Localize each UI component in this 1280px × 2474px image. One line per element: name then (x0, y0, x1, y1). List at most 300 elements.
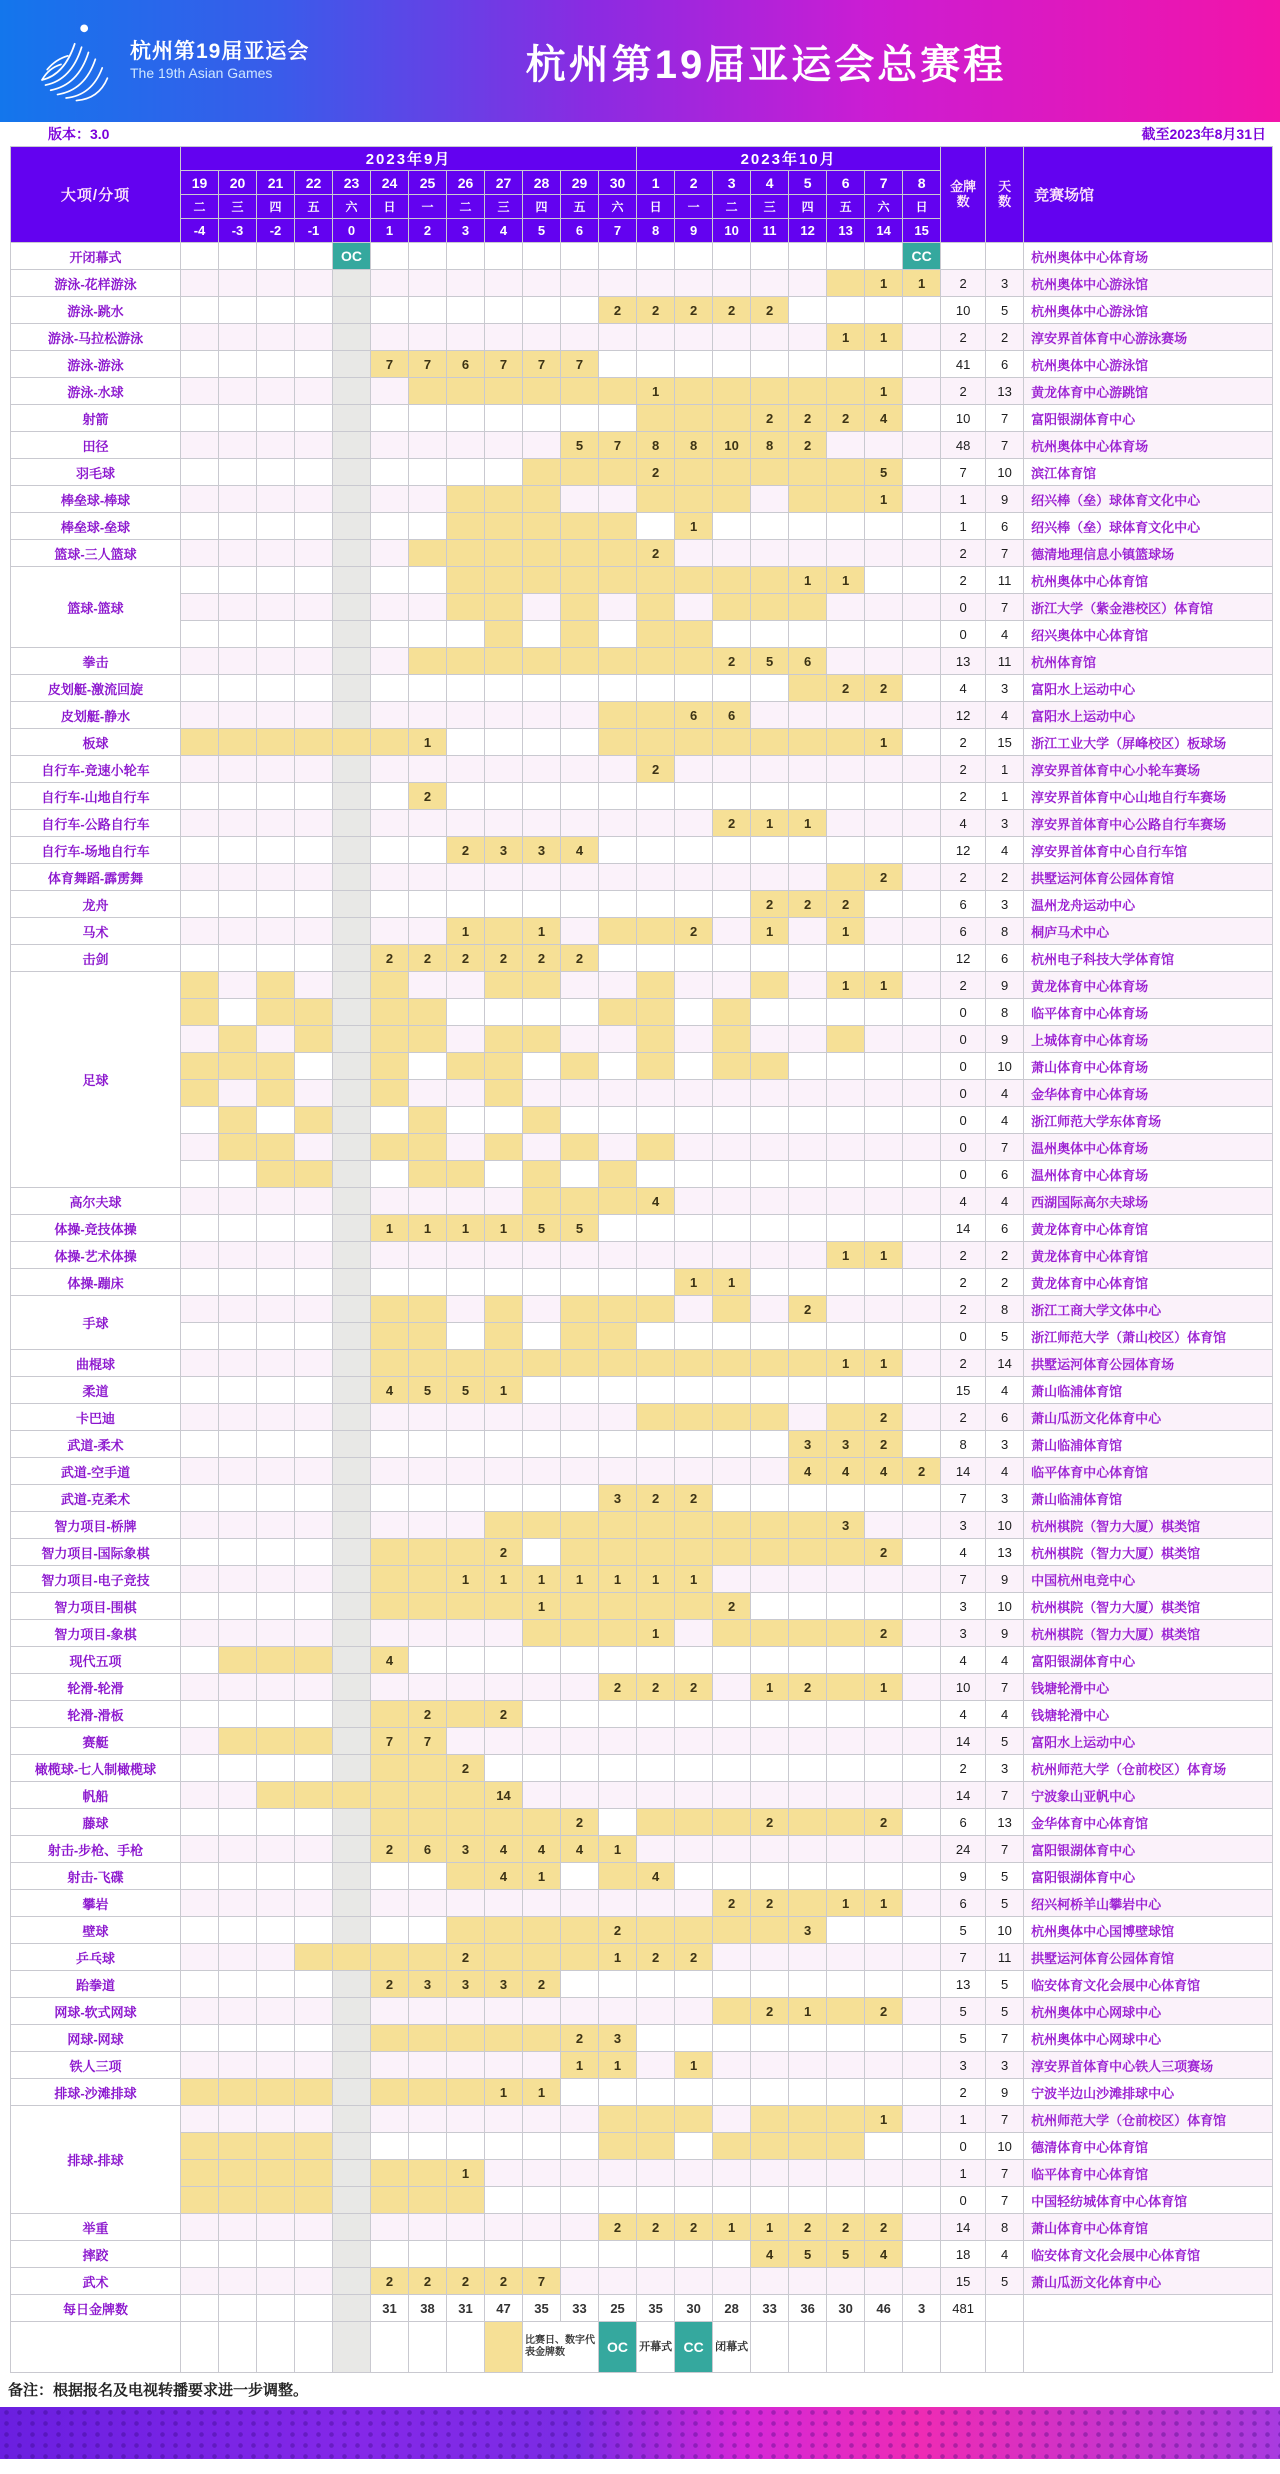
day-cell (903, 1890, 941, 1917)
day-cell (295, 1863, 333, 1890)
day-cell (295, 648, 333, 675)
medal-day-cell: 1 (561, 1566, 599, 1593)
day-cell (181, 702, 219, 729)
day-cell (865, 1512, 903, 1539)
competition-day-cell (599, 1188, 637, 1215)
logo-title-cn: 杭州第19届亚运会 (130, 40, 310, 64)
day-cell (485, 702, 523, 729)
day-cell (827, 2052, 865, 2079)
day-cell (409, 1458, 447, 1485)
day-cell (485, 1107, 523, 1134)
medal-day-cell: 1 (827, 918, 865, 945)
day-cell (827, 1566, 865, 1593)
date-header: 24 (371, 171, 409, 195)
day-cell (751, 2187, 789, 2214)
day-cell (447, 2133, 485, 2160)
medal-day-cell: 5 (751, 648, 789, 675)
competition-day-cell (409, 1350, 447, 1377)
venue-cell: 萧山体育中心体育场 (1024, 1053, 1273, 1080)
competition-day-cell (523, 459, 561, 486)
day-cell (675, 810, 713, 837)
day-cell (561, 2268, 599, 2295)
legend-empty-cell (789, 2322, 827, 2373)
sport-label: 游泳-水球 (11, 378, 181, 405)
day-cell (561, 324, 599, 351)
day-cell (675, 540, 713, 567)
day-cell (333, 1134, 371, 1161)
day-cell (903, 972, 941, 999)
day-cell (371, 648, 409, 675)
day-cell (789, 351, 827, 378)
day-cell (485, 297, 523, 324)
day-cell (903, 1485, 941, 1512)
day-cell (485, 891, 523, 918)
day-cell (447, 405, 485, 432)
day-cell (561, 2241, 599, 2268)
gold-total-cell: 0 (941, 1026, 986, 1053)
competition-day-cell (485, 1944, 523, 1971)
competition-day-cell (409, 540, 447, 567)
day-cell (751, 2268, 789, 2295)
day-cell (903, 675, 941, 702)
day-cell (447, 891, 485, 918)
competition-day-cell (561, 1350, 599, 1377)
competition-day-cell (523, 1188, 561, 1215)
day-cell (333, 810, 371, 837)
day-cell (371, 1620, 409, 1647)
day-cell (789, 1404, 827, 1431)
day-cell (219, 1188, 257, 1215)
competition-day-cell (371, 2160, 409, 2187)
medal-day-cell: 2 (827, 2214, 865, 2241)
venue-cell: 上城体育中心体育场 (1024, 1026, 1273, 1053)
venue-cell: 拱墅运河体育公园体育场 (1024, 1350, 1273, 1377)
day-cell (751, 270, 789, 297)
day-cell (903, 756, 941, 783)
day-cell (751, 1134, 789, 1161)
competition-day-cell (751, 1404, 789, 1431)
day-cell (751, 1188, 789, 1215)
day-cell (295, 837, 333, 864)
day-cell (181, 2106, 219, 2133)
competition-day-cell (371, 1134, 409, 1161)
day-cell (865, 2079, 903, 2106)
day-cell (751, 1377, 789, 1404)
competition-day-cell (713, 594, 751, 621)
sport-label: 篮球-三人篮球 (11, 540, 181, 567)
day-cell (371, 243, 409, 270)
weekday-header: 三 (485, 195, 523, 219)
day-cell (675, 2160, 713, 2187)
dayindex-header: 12 (789, 219, 827, 243)
medal-day-cell: 1 (599, 1836, 637, 1863)
day-cell (485, 1728, 523, 1755)
medal-day-cell: 2 (485, 1701, 523, 1728)
day-cell (371, 1161, 409, 1188)
day-cell (219, 1458, 257, 1485)
medal-day-cell: 5 (561, 1215, 599, 1242)
competition-day-cell (219, 2079, 257, 2106)
day-cell (219, 621, 257, 648)
day-cell (447, 621, 485, 648)
medal-day-cell: 2 (485, 945, 523, 972)
day-cell (257, 1593, 295, 1620)
day-cell (181, 2268, 219, 2295)
gold-total-cell: 2 (941, 756, 986, 783)
day-cell (751, 1323, 789, 1350)
medal-day-cell: 1 (637, 1566, 675, 1593)
gold-total-cell: 4 (941, 1647, 986, 1674)
day-cell (903, 1404, 941, 1431)
day-cell (751, 1944, 789, 1971)
day-cell (599, 783, 637, 810)
legend-empty-cell (941, 2322, 986, 2373)
day-cell (333, 1512, 371, 1539)
day-cell (675, 1053, 713, 1080)
days-total-cell: 7 (986, 2187, 1024, 2214)
weekday-header: 三 (751, 195, 789, 219)
gold-total-cell (941, 243, 986, 270)
legend-empty-cell (751, 2322, 789, 2373)
medal-day-cell: 2 (675, 297, 713, 324)
date-header: 23 (333, 171, 371, 195)
day-cell (675, 2079, 713, 2106)
day-cell (219, 351, 257, 378)
sport-label: 赛艇 (11, 1728, 181, 1755)
day-cell (333, 999, 371, 1026)
medal-day-cell: 1 (827, 1242, 865, 1269)
days-total-cell: 5 (986, 297, 1024, 324)
weekday-header: 五 (827, 195, 865, 219)
day-cell (865, 810, 903, 837)
competition-day-cell (257, 2160, 295, 2187)
day-cell (561, 1782, 599, 1809)
day-cell (409, 1620, 447, 1647)
legend-empty-cell (827, 2322, 865, 2373)
day-cell (523, 1458, 561, 1485)
medal-day-cell: 3 (827, 1431, 865, 1458)
competition-day-cell (371, 2187, 409, 2214)
competition-day-cell (409, 2160, 447, 2187)
competition-day-cell (257, 1134, 295, 1161)
medal-day-cell: 1 (637, 1620, 675, 1647)
competition-day-cell (371, 1323, 409, 1350)
day-cell (447, 1323, 485, 1350)
days-total-cell: 9 (986, 1620, 1024, 1647)
day-cell (637, 1215, 675, 1242)
day-cell (561, 1971, 599, 1998)
sport-label: 射击-飞碟 (11, 1863, 181, 1890)
day-cell (371, 1998, 409, 2025)
medal-day-cell: 1 (523, 2079, 561, 2106)
day-cell (789, 1134, 827, 1161)
gold-total-cell: 7 (941, 1944, 986, 1971)
competition-day-cell (257, 1782, 295, 1809)
competition-day-cell (561, 594, 599, 621)
day-cell (295, 405, 333, 432)
medal-day-cell: 2 (523, 945, 561, 972)
dayindex-header: 2 (409, 219, 447, 243)
day-cell (865, 1188, 903, 1215)
day-cell (295, 2268, 333, 2295)
medal-day-cell: 5 (827, 2241, 865, 2268)
sport-label: 体操-竞技体操 (11, 1215, 181, 1242)
day-cell (219, 1080, 257, 1107)
competition-day-cell (751, 1539, 789, 1566)
day-cell (219, 675, 257, 702)
competition-day-cell (523, 1161, 561, 1188)
competition-day-cell (447, 2079, 485, 2106)
day-cell (485, 2106, 523, 2133)
day-cell (447, 2106, 485, 2133)
competition-day-cell (789, 378, 827, 405)
day-cell (637, 1323, 675, 1350)
medal-day-cell: 3 (789, 1431, 827, 1458)
competition-day-cell (219, 1053, 257, 1080)
legend-cc-swatch: CC (675, 2322, 713, 2373)
sport-label: 举重 (11, 2214, 181, 2241)
day-cell (295, 486, 333, 513)
competition-day-cell (675, 1512, 713, 1539)
day-cell (257, 513, 295, 540)
day-cell (865, 837, 903, 864)
day-cell (181, 1890, 219, 1917)
day-cell (751, 675, 789, 702)
day-cell (713, 1134, 751, 1161)
competition-day-cell (447, 1053, 485, 1080)
day-cell (219, 810, 257, 837)
gold-total-cell: 2 (941, 1755, 986, 1782)
competition-day-cell (637, 1026, 675, 1053)
day-cell (675, 1782, 713, 1809)
day-cell (561, 486, 599, 513)
day-cell (333, 621, 371, 648)
medal-day-cell: 5 (523, 1215, 561, 1242)
month-header-1: 2023年10月 (637, 147, 941, 171)
day-cell (751, 1971, 789, 1998)
day-cell (713, 2079, 751, 2106)
day-cell (827, 1728, 865, 1755)
competition-day-cell (561, 1134, 599, 1161)
day-cell (333, 1485, 371, 1512)
day-cell (409, 2052, 447, 2079)
day-cell (865, 1026, 903, 1053)
sport-label: 拳击 (11, 648, 181, 675)
day-cell (675, 1755, 713, 1782)
day-cell (865, 783, 903, 810)
day-cell (409, 1917, 447, 1944)
day-cell (789, 1026, 827, 1053)
day-cell (865, 2025, 903, 2052)
day-cell (637, 1242, 675, 1269)
day-cell (257, 1890, 295, 1917)
medal-day-cell: 7 (409, 351, 447, 378)
day-cell (181, 270, 219, 297)
day-cell (333, 648, 371, 675)
day-cell (485, 810, 523, 837)
day-cell (295, 1512, 333, 1539)
day-cell (333, 513, 371, 540)
date-header: 2 (675, 171, 713, 195)
day-cell (865, 243, 903, 270)
day-cell (371, 1431, 409, 1458)
day-cell (447, 297, 485, 324)
competition-day-cell (409, 648, 447, 675)
venue-cell: 杭州棋院（智力大厦）棋类馆 (1024, 1539, 1273, 1566)
day-cell (903, 1971, 941, 1998)
sport-label: 攀岩 (11, 1890, 181, 1917)
day-cell (333, 1323, 371, 1350)
day-cell (333, 1269, 371, 1296)
competition-day-cell (485, 513, 523, 540)
competition-day-cell (295, 2133, 333, 2160)
day-cell (675, 1620, 713, 1647)
competition-day-cell (295, 1944, 333, 1971)
day-cell (295, 1998, 333, 2025)
day-cell (409, 1431, 447, 1458)
competition-day-cell (523, 486, 561, 513)
day-cell (295, 2106, 333, 2133)
days-total-cell: 1 (986, 756, 1024, 783)
medal-day-cell: 7 (409, 1728, 447, 1755)
medal-day-cell: 2 (865, 1539, 903, 1566)
day-cell (599, 351, 637, 378)
day-cell (295, 1593, 333, 1620)
day-cell (447, 1026, 485, 1053)
day-cell (257, 675, 295, 702)
venue-cell: 西湖国际高尔夫球场 (1024, 1188, 1273, 1215)
sport-label: 体操-蹦床 (11, 1269, 181, 1296)
day-cell (409, 297, 447, 324)
day-cell (561, 405, 599, 432)
day-cell (333, 2079, 371, 2106)
sport-label: 铁人三项 (11, 2052, 181, 2079)
gold-total-cell: 2 (941, 567, 986, 594)
day-cell (903, 918, 941, 945)
competition-day-cell (751, 567, 789, 594)
competition-day-cell (219, 729, 257, 756)
venue-cell: 临平体育中心体育馆 (1024, 1458, 1273, 1485)
medal-day-cell: 3 (409, 1971, 447, 1998)
competition-day-cell (713, 999, 751, 1026)
day-cell (713, 1188, 751, 1215)
day-cell (789, 1161, 827, 1188)
venue-cell: 桐庐马术中心 (1024, 918, 1273, 945)
day-cell (219, 945, 257, 972)
day-cell (181, 1566, 219, 1593)
competition-day-cell (637, 1539, 675, 1566)
day-cell (675, 2187, 713, 2214)
day-cell (333, 378, 371, 405)
competition-day-cell (713, 1539, 751, 1566)
medal-day-cell: 2 (371, 1971, 409, 1998)
medal-day-cell: 2 (637, 540, 675, 567)
day-cell (827, 1917, 865, 1944)
competition-day-cell (485, 540, 523, 567)
page-title: 杭州第19届亚运会总赛程 (525, 42, 1007, 87)
day-cell (903, 1377, 941, 1404)
days-total-cell: 10 (986, 459, 1024, 486)
day-cell (295, 1296, 333, 1323)
venue-cell: 淳安界首体育中心铁人三项赛场 (1024, 2052, 1273, 2079)
day-cell (257, 1809, 295, 1836)
day-cell (257, 2214, 295, 2241)
day-cell (257, 864, 295, 891)
day-cell (865, 567, 903, 594)
gold-total-cell: 2 (941, 2079, 986, 2106)
gold-total-cell: 2 (941, 540, 986, 567)
day-cell (789, 702, 827, 729)
dayindex-header: 4 (485, 219, 523, 243)
day-cell (903, 891, 941, 918)
day-cell (675, 1107, 713, 1134)
venue-cell: 绍兴棒（垒）球体育文化中心 (1024, 513, 1273, 540)
day-cell (333, 2214, 371, 2241)
day-cell (181, 513, 219, 540)
day-cell (903, 729, 941, 756)
competition-day-cell (523, 1944, 561, 1971)
day-cell (903, 1215, 941, 1242)
day-cell (675, 1863, 713, 1890)
day-cell (257, 756, 295, 783)
competition-day-cell (257, 1161, 295, 1188)
day-cell (371, 2214, 409, 2241)
medal-day-cell: 2 (599, 2214, 637, 2241)
day-cell (523, 1782, 561, 1809)
day-cell (751, 1269, 789, 1296)
venue-cell: 杭州奥体中心网球中心 (1024, 2025, 1273, 2052)
date-header: 27 (485, 171, 523, 195)
day-cell (903, 2241, 941, 2268)
competition-day-cell (561, 540, 599, 567)
day-cell (561, 1431, 599, 1458)
competition-day-cell (409, 1323, 447, 1350)
day-cell (257, 1512, 295, 1539)
competition-day-cell (637, 972, 675, 999)
day-cell (485, 243, 523, 270)
day-cell (219, 405, 257, 432)
day-cell (447, 1512, 485, 1539)
day-cell (789, 621, 827, 648)
gold-total-cell: 3 (941, 1593, 986, 1620)
competition-day-cell (485, 1809, 523, 1836)
day-cell (181, 1026, 219, 1053)
medal-day-cell: 1 (675, 2052, 713, 2079)
day-cell (333, 1053, 371, 1080)
venue-cell: 滨江体育馆 (1024, 459, 1273, 486)
day-cell (181, 621, 219, 648)
gold-total-cell: 2 (941, 324, 986, 351)
gold-total-cell: 13 (941, 648, 986, 675)
day-cell (903, 2052, 941, 2079)
medal-day-cell: 6 (409, 1836, 447, 1863)
day-cell (637, 2160, 675, 2187)
date-header: 5 (789, 171, 827, 195)
daily-gold-cell: 35 (523, 2295, 561, 2322)
medal-day-cell: 3 (447, 1971, 485, 1998)
sport-label: 游泳-跳水 (11, 297, 181, 324)
day-cell (675, 1647, 713, 1674)
day-cell (447, 1404, 485, 1431)
medal-day-cell: 4 (485, 1836, 523, 1863)
day-cell (827, 756, 865, 783)
day-cell (751, 1026, 789, 1053)
day-cell (371, 1485, 409, 1512)
competition-day-cell (637, 405, 675, 432)
day-cell (295, 351, 333, 378)
days-total-cell: 2 (986, 864, 1024, 891)
weekday-header: 六 (865, 195, 903, 219)
